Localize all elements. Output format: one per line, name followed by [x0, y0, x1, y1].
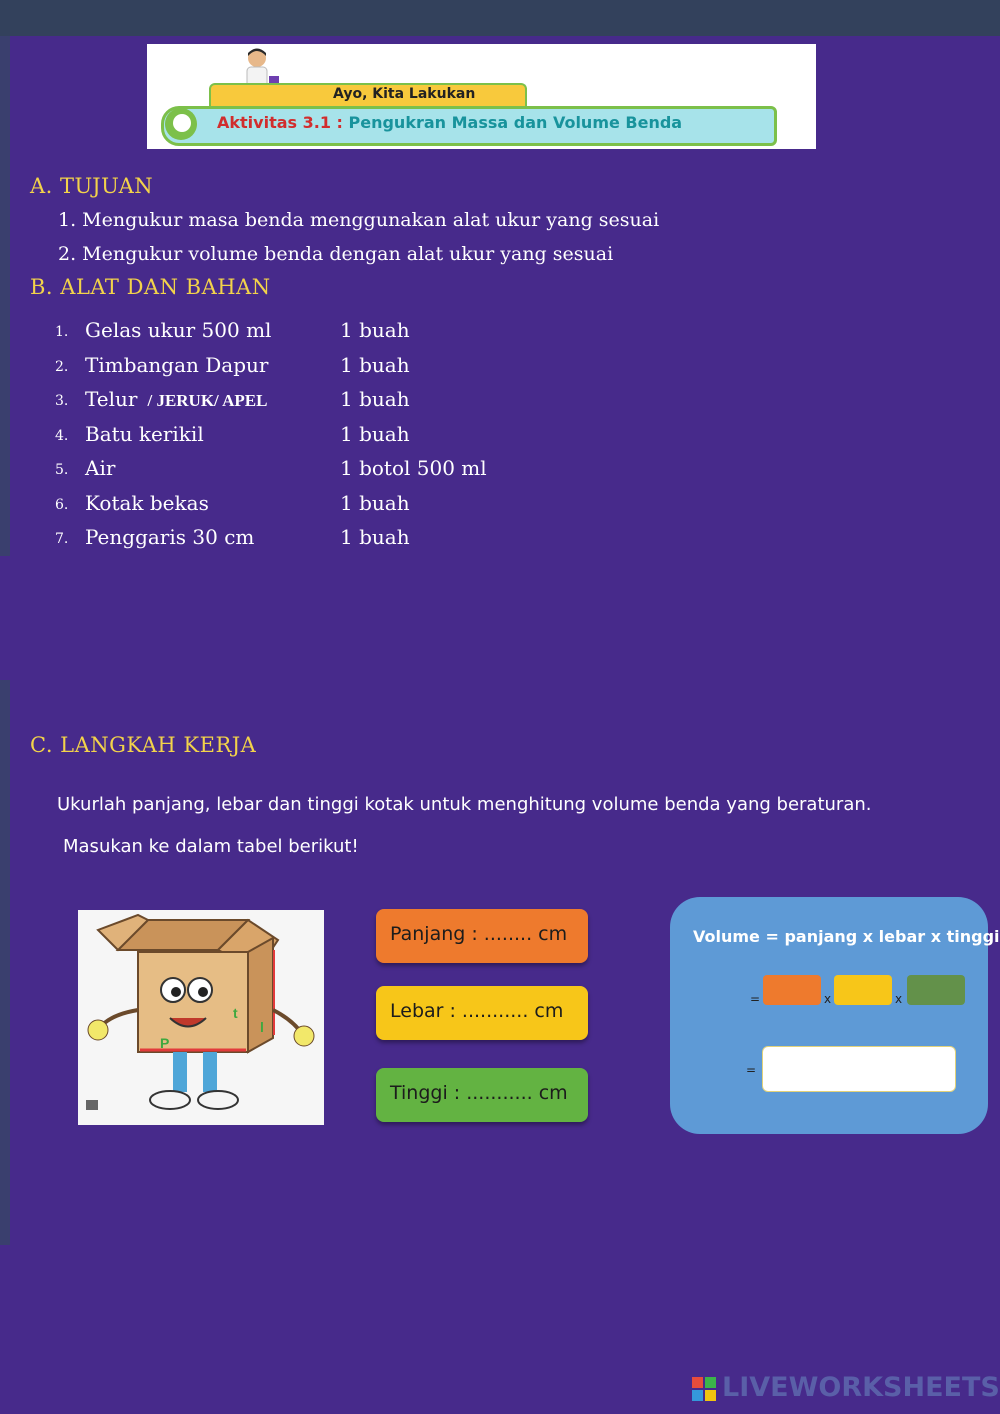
item-number: 5.: [55, 462, 69, 478]
times-sign: x: [895, 992, 903, 1006]
item-name: Air: [85, 456, 116, 480]
panjang-label: Panjang : ........ cm: [390, 923, 568, 945]
tinggi-label: Tinggi : ........... cm: [390, 1082, 568, 1104]
item-name: Batu kerikil: [85, 422, 204, 446]
item-qty: 1 buah: [340, 525, 410, 549]
item-qty: 1 botol 500 ml: [340, 456, 487, 480]
item-number: 3.: [55, 393, 69, 409]
item-qty: 1 buah: [340, 318, 410, 342]
tinggi-field[interactable]: [376, 1068, 588, 1122]
instruction-text: Ukurlah panjang, lebar dan tinggi kotak untuk menghitung volume benda yang beraturan.: [57, 794, 872, 815]
section-a-heading: A. TUJUAN: [30, 174, 154, 198]
item-number: 4.: [55, 428, 69, 444]
banner-tab-label: Ayo, Kita Lakukan: [333, 86, 476, 102]
panjang-input-box[interactable]: [763, 975, 821, 1005]
item-name: Kotak bekas: [85, 491, 209, 515]
volume-formula: Volume = panjang x lebar x tinggi: [693, 927, 1000, 946]
volume-result-input[interactable]: [762, 1046, 956, 1092]
item-qty: 1 buah: [340, 422, 410, 446]
item-name: [85, 387, 267, 411]
instruction-text: Masukan ke dalam tabel berikut!: [63, 836, 359, 857]
box-label-l: l: [260, 1019, 264, 1035]
item-name: Timbangan Dapur: [85, 353, 269, 377]
activity-sep: :: [330, 113, 349, 132]
lebar-label: Lebar : ........... cm: [390, 1000, 564, 1022]
watermark-text: LIVEWORKSHEETS: [722, 1372, 1000, 1403]
panjang-field[interactable]: [376, 909, 588, 963]
box-label-t: t: [233, 1005, 238, 1021]
box-character-image: [78, 910, 324, 1125]
activity-title: [217, 113, 682, 132]
item-number: 7.: [55, 531, 69, 547]
tinggi-input-box[interactable]: [907, 975, 965, 1005]
times-sign: x: [824, 992, 832, 1006]
activity-name: Pengukran Massa dan Volume Benda: [348, 113, 683, 132]
equals-sign: =: [746, 1063, 757, 1077]
item-name-text: Telur: [85, 387, 138, 411]
item-name: Gelas ukur 500 ml: [85, 318, 272, 342]
left-edge-strip: [0, 36, 10, 556]
activity-label: Aktivitas 3.1: [217, 113, 331, 132]
lebar-field[interactable]: [376, 986, 588, 1040]
top-bar: [0, 0, 1000, 36]
item-number: 6.: [55, 497, 69, 513]
item-qty: 1 buah: [340, 491, 410, 515]
box-character-drawing: [78, 910, 324, 1125]
item-qty: 1 buah: [340, 353, 410, 377]
item-name: Penggaris 30 cm: [85, 525, 255, 549]
section-c-heading: C. LANGKAH KERJA: [30, 733, 257, 757]
item-extra-note: / JERUK/ APEL: [147, 391, 268, 410]
lebar-input-box[interactable]: [834, 975, 892, 1005]
left-edge-strip: [0, 680, 10, 1245]
section-b-heading: B. ALAT DAN BAHAN: [30, 275, 271, 299]
liveworksheets-logo-icon: [692, 1377, 716, 1401]
equals-sign: =: [750, 992, 761, 1006]
goal-item: 2. Mengukur volume benda dengan alat ukur yang sesuai: [58, 243, 614, 265]
item-qty: 1 buah: [340, 387, 410, 411]
item-number: 1.: [55, 324, 69, 340]
bullet-circle-inner: [173, 114, 191, 132]
box-label-p: P: [160, 1035, 170, 1051]
goal-item: 1. Mengukur masa benda menggunakan alat ukur yang sesuai: [58, 209, 660, 231]
item-number: 2.: [55, 359, 69, 375]
activity-banner: [147, 44, 816, 149]
